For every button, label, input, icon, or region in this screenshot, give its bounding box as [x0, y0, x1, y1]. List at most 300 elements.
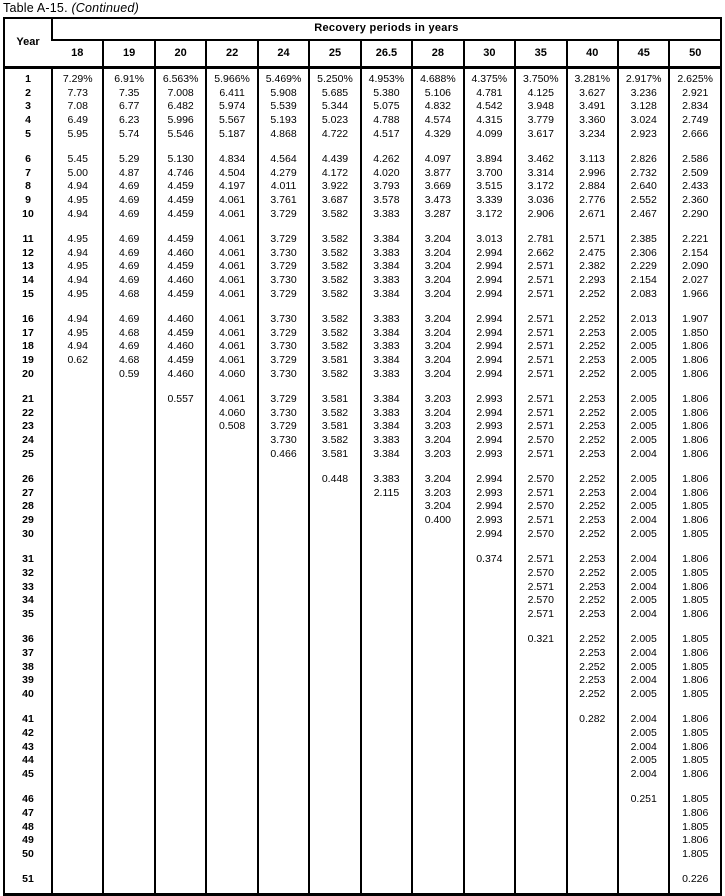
percentage-cell: 3.581	[309, 393, 360, 407]
spacer-cell	[155, 542, 206, 554]
percentage-cell: 4.459	[155, 194, 206, 208]
spacer-cell	[412, 622, 463, 634]
percentage-cell: 1.806	[669, 473, 721, 487]
percentage-cell: 3.113	[567, 153, 618, 167]
group-spacer-row	[4, 887, 721, 895]
spacer-cell	[155, 382, 206, 394]
year-label: 41	[22, 713, 34, 726]
percentage-cell: 2.004	[618, 741, 669, 755]
spacer-cell	[618, 622, 669, 634]
year-label: 19	[22, 354, 34, 367]
spacer-cell	[155, 302, 206, 314]
percentage-cell: 2.005	[618, 727, 669, 741]
percentage-cell	[206, 688, 257, 702]
percentage-cell: 1.806	[669, 420, 721, 434]
percentage-cell: 4.060	[206, 368, 257, 382]
percentage-cell: 2.571	[515, 514, 566, 528]
percentage-cell	[309, 528, 360, 542]
percentage-cell	[258, 514, 309, 528]
percentage-cell: 4.061	[206, 327, 257, 341]
percentage-cell: 4.746	[155, 167, 206, 181]
percentage-cell	[206, 821, 257, 835]
percentage-cell: 1.805	[669, 528, 721, 542]
percentage-cell: 4.94	[52, 340, 103, 354]
table-row-year-29	[4, 514, 721, 528]
percentage-cell: 3.948	[515, 100, 566, 114]
percentage-cell: 4.69	[103, 274, 154, 288]
percentage-cell: 2.004	[618, 553, 669, 567]
percentage-cell: 2.993	[464, 487, 515, 501]
spacer-cell	[412, 862, 463, 874]
table-row-year-42	[4, 727, 721, 741]
group-spacer-row	[4, 222, 721, 234]
percentage-cell: 2.005	[618, 500, 669, 514]
percentage-cell: 4.061	[206, 260, 257, 274]
percentage-cell	[155, 594, 206, 608]
percentage-cell	[567, 848, 618, 862]
percentage-cell: 2.570	[515, 594, 566, 608]
percentage-cell: 1.805	[669, 688, 721, 702]
percentage-cell	[309, 514, 360, 528]
percentage-cell: 3.204	[412, 368, 463, 382]
spacer-cell	[567, 862, 618, 874]
percentage-cell: 4.94	[52, 247, 103, 261]
percentage-cell: 2.253	[567, 393, 618, 407]
percentage-cell	[155, 834, 206, 848]
group-spacer-row	[4, 622, 721, 634]
percentage-cell: 1.806	[669, 407, 721, 421]
percentage-cell: 6.91%	[103, 68, 154, 87]
percentage-cell: 2.253	[567, 581, 618, 595]
percentage-cell	[515, 768, 566, 782]
percentage-cell	[206, 514, 257, 528]
spacer-cell	[361, 302, 412, 314]
spacer-cell	[618, 862, 669, 874]
percentage-cell: 3.383	[361, 208, 412, 222]
percentage-cell: 4.061	[206, 274, 257, 288]
spacer-cell	[206, 462, 257, 474]
percentage-cell: 4.439	[309, 153, 360, 167]
spacer-cell	[515, 462, 566, 474]
percentage-cell	[258, 473, 309, 487]
percentage-cell: 2.005	[618, 420, 669, 434]
percentage-cell: 4.460	[155, 340, 206, 354]
percentage-cell: 2.994	[464, 500, 515, 514]
percentage-cell: 3.384	[361, 233, 412, 247]
percentage-cell	[361, 821, 412, 835]
percentage-cell: 2.552	[618, 194, 669, 208]
percentage-cell: 4.061	[206, 313, 257, 327]
spacer-cell	[464, 542, 515, 554]
spacer-cell	[567, 142, 618, 154]
percentage-cell	[52, 567, 103, 581]
percentage-cell: 3.203	[412, 420, 463, 434]
spacer-cell	[618, 542, 669, 554]
spacer-cell	[618, 702, 669, 714]
percentage-cell	[361, 553, 412, 567]
percentage-cell: 3.894	[464, 153, 515, 167]
spacer-cell	[669, 622, 721, 634]
percentage-cell: 1.806	[669, 834, 721, 848]
percentage-cell: 4.574	[412, 114, 463, 128]
spacer-cell	[206, 382, 257, 394]
percentage-cell: 4.197	[206, 180, 257, 194]
percentage-cell: 2.253	[567, 514, 618, 528]
percentage-cell	[155, 407, 206, 421]
percentage-cell: 3.730	[258, 274, 309, 288]
percentage-cell: 2.662	[515, 247, 566, 261]
percentage-cell	[155, 754, 206, 768]
percentage-cell: 3.287	[412, 208, 463, 222]
percentage-cell: 2.571	[515, 260, 566, 274]
percentage-cell: 3.384	[361, 260, 412, 274]
percentage-cell: 4.94	[52, 208, 103, 222]
percentage-cell: 1.806	[669, 553, 721, 567]
percentage-cell: 2.571	[515, 327, 566, 341]
percentage-cell: 4.459	[155, 180, 206, 194]
spacer-cell	[309, 382, 360, 394]
percentage-cell	[361, 500, 412, 514]
spacer-cell	[515, 782, 566, 794]
spacer-cell	[515, 382, 566, 394]
spacer-cell	[515, 887, 566, 895]
group-spacer-row	[4, 782, 721, 794]
percentage-cell	[103, 807, 154, 821]
table-row-year-13	[4, 260, 721, 274]
percentage-cell: 4.061	[206, 288, 257, 302]
percentage-cell	[258, 873, 309, 887]
spacer-cell	[412, 222, 463, 234]
table-row-year-19	[4, 354, 721, 368]
spacer-cell	[669, 302, 721, 314]
year-label: 35	[22, 607, 34, 620]
percentage-cell: 2.004	[618, 674, 669, 688]
percentage-cell: 5.187	[206, 128, 257, 142]
percentage-cell: 5.685	[309, 87, 360, 101]
spacer-cell	[412, 702, 463, 714]
spacer-cell	[206, 302, 257, 314]
percentage-cell	[52, 368, 103, 382]
percentage-cell: 4.68	[103, 354, 154, 368]
percentage-cell: 0.448	[309, 473, 360, 487]
percentage-cell	[618, 848, 669, 862]
recovery-periods-header: Recovery periods in years	[52, 18, 721, 40]
table-row-year-23	[4, 420, 721, 434]
percentage-cell: 2.571	[515, 393, 566, 407]
percentage-cell: 3.491	[567, 100, 618, 114]
percentage-cell: 2.571	[515, 553, 566, 567]
percentage-cell: 1.805	[669, 848, 721, 862]
column-header-22: 22	[206, 40, 257, 68]
percentage-cell: 3.384	[361, 420, 412, 434]
year-label: 26	[22, 473, 34, 486]
percentage-cell: 2.994	[464, 354, 515, 368]
spacer-cell	[567, 782, 618, 794]
year-label: 38	[22, 660, 34, 673]
percentage-cell: 1.806	[669, 448, 721, 462]
spacer-cell	[669, 382, 721, 394]
percentage-cell: 5.469%	[258, 68, 309, 87]
percentage-cell	[515, 713, 566, 727]
percentage-cell	[52, 873, 103, 887]
percentage-cell: 1.806	[669, 340, 721, 354]
percentage-cell	[515, 821, 566, 835]
percentage-cell: 2.640	[618, 180, 669, 194]
spacer-cell	[206, 622, 257, 634]
percentage-cell: 1.806	[669, 741, 721, 755]
table-row-year-41	[4, 713, 721, 727]
spacer-cell	[258, 887, 309, 895]
spacer-cell	[103, 222, 154, 234]
spacer-cell	[361, 782, 412, 794]
table-row-year-35	[4, 608, 721, 622]
percentage-cell: 3.729	[258, 354, 309, 368]
percentage-cell: 2.570	[515, 473, 566, 487]
percentage-cell: 1.806	[669, 393, 721, 407]
percentage-cell	[309, 608, 360, 622]
percentage-cell: 4.722	[309, 128, 360, 142]
percentage-cell: 5.95	[52, 128, 103, 142]
percentage-cell: 1.805	[669, 754, 721, 768]
percentage-cell: 1.805	[669, 727, 721, 741]
percentage-cell	[464, 608, 515, 622]
year-label: 31	[22, 553, 34, 566]
percentage-cell	[52, 528, 103, 542]
percentage-cell	[258, 647, 309, 661]
percentage-cell: 5.106	[412, 87, 463, 101]
percentage-cell: 1.806	[669, 368, 721, 382]
percentage-cell: 2.252	[567, 500, 618, 514]
percentage-cell: 6.49	[52, 114, 103, 128]
percentage-cell: 0.508	[206, 420, 257, 434]
spacer-cell	[206, 142, 257, 154]
percentage-cell	[567, 727, 618, 741]
percentage-cell: 4.834	[206, 153, 257, 167]
spacer-cell	[103, 302, 154, 314]
table-row-year-28	[4, 500, 721, 514]
column-header-45: 45	[618, 40, 669, 68]
percentage-cell: 5.966%	[206, 68, 257, 87]
percentage-cell: 2.571	[515, 274, 566, 288]
percentage-cell	[206, 713, 257, 727]
year-label: 45	[22, 767, 34, 780]
percentage-cell: 2.570	[515, 434, 566, 448]
percentage-cell: 3.204	[412, 288, 463, 302]
percentage-cell	[52, 768, 103, 782]
percentage-cell	[309, 688, 360, 702]
percentage-cell	[567, 768, 618, 782]
percentage-cell: 0.374	[464, 553, 515, 567]
spacer-cell	[103, 862, 154, 874]
percentage-cell: 3.729	[258, 260, 309, 274]
percentage-cell	[258, 807, 309, 821]
percentage-cell: 2.781	[515, 233, 566, 247]
percentage-cell: 5.996	[155, 114, 206, 128]
percentage-cell: 1.805	[669, 793, 721, 807]
percentage-cell: 4.832	[412, 100, 463, 114]
percentage-cell	[618, 834, 669, 848]
percentage-cell: 3.204	[412, 313, 463, 327]
spacer-cell	[361, 887, 412, 895]
percentage-cell: 2.005	[618, 434, 669, 448]
percentage-cell	[309, 500, 360, 514]
percentage-cell: 4.460	[155, 368, 206, 382]
percentage-cell: 2.252	[567, 368, 618, 382]
percentage-cell	[52, 661, 103, 675]
percentage-cell	[258, 553, 309, 567]
column-header-25: 25	[309, 40, 360, 68]
spacer-cell	[567, 887, 618, 895]
percentage-cell: 1.966	[669, 288, 721, 302]
spacer-cell	[361, 702, 412, 714]
percentage-cell	[258, 500, 309, 514]
percentage-cell	[309, 581, 360, 595]
percentage-cell	[52, 688, 103, 702]
percentage-cell: 4.788	[361, 114, 412, 128]
year-label: 51	[22, 873, 34, 886]
spacer-cell	[206, 782, 257, 794]
percentage-cell: 3.578	[361, 194, 412, 208]
spacer-cell	[206, 862, 257, 874]
percentage-cell	[52, 581, 103, 595]
percentage-cell: 3.203	[412, 487, 463, 501]
percentage-cell: 4.69	[103, 208, 154, 222]
percentage-cell	[206, 434, 257, 448]
spacer-cell	[618, 302, 669, 314]
percentage-cell: 2.625%	[669, 68, 721, 87]
percentage-cell: 4.329	[412, 128, 463, 142]
percentage-cell	[206, 741, 257, 755]
percentage-cell: 7.29%	[52, 68, 103, 87]
spacer-cell	[309, 222, 360, 234]
percentage-cell	[464, 567, 515, 581]
percentage-cell	[103, 688, 154, 702]
percentage-cell: 0.251	[618, 793, 669, 807]
percentage-cell: 3.729	[258, 393, 309, 407]
percentage-cell	[155, 528, 206, 542]
table-row-year-17	[4, 327, 721, 341]
percentage-cell	[52, 674, 103, 688]
year-label: 50	[22, 847, 34, 860]
spacer-cell	[309, 142, 360, 154]
spacer-cell	[258, 702, 309, 714]
percentage-cell: 2.666	[669, 128, 721, 142]
table-row-year-20	[4, 368, 721, 382]
percentage-cell: 1.806	[669, 807, 721, 821]
percentage-cell: 2.221	[669, 233, 721, 247]
percentage-cell: 2.253	[567, 420, 618, 434]
percentage-cell: 2.252	[567, 407, 618, 421]
table-row-year-10	[4, 208, 721, 222]
year-label: 15	[22, 287, 34, 300]
percentage-cell: 4.460	[155, 274, 206, 288]
spacer-cell	[618, 887, 669, 895]
spacer-cell	[567, 222, 618, 234]
depreciation-rate-table	[3, 17, 722, 896]
percentage-cell: 3.204	[412, 274, 463, 288]
percentage-cell: 2.290	[669, 208, 721, 222]
percentage-cell: 3.581	[309, 420, 360, 434]
percentage-cell: 2.252	[567, 633, 618, 647]
percentage-cell	[412, 553, 463, 567]
percentage-cell: 3.234	[567, 128, 618, 142]
percentage-cell: 3.669	[412, 180, 463, 194]
spacer-cell	[309, 462, 360, 474]
percentage-cell: 2.252	[567, 594, 618, 608]
percentage-cell	[412, 807, 463, 821]
percentage-cell: 3.384	[361, 393, 412, 407]
table-row-year-5	[4, 128, 721, 142]
percentage-cell	[361, 713, 412, 727]
percentage-cell	[52, 487, 103, 501]
percentage-cell: 2.570	[515, 500, 566, 514]
percentage-cell: 2.252	[567, 473, 618, 487]
year-label: 30	[22, 527, 34, 540]
percentage-cell: 3.793	[361, 180, 412, 194]
percentage-cell	[361, 567, 412, 581]
spacer-cell	[618, 462, 669, 474]
percentage-cell	[103, 608, 154, 622]
table-row-year-7	[4, 167, 721, 181]
percentage-cell: 5.908	[258, 87, 309, 101]
percentage-cell	[155, 473, 206, 487]
percentage-cell: 6.563%	[155, 68, 206, 87]
spacer-cell	[103, 702, 154, 714]
percentage-cell	[567, 873, 618, 887]
percentage-cell	[464, 633, 515, 647]
percentage-cell	[103, 581, 154, 595]
percentage-cell: 2.005	[618, 661, 669, 675]
year-label: 21	[22, 393, 34, 406]
percentage-cell	[309, 741, 360, 755]
percentage-cell: 4.868	[258, 128, 309, 142]
year-label: 27	[22, 486, 34, 499]
percentage-cell	[361, 608, 412, 622]
percentage-cell: 3.729	[258, 208, 309, 222]
percentage-cell	[361, 661, 412, 675]
spacer-cell	[669, 142, 721, 154]
spacer-cell	[361, 622, 412, 634]
spacer-cell	[567, 462, 618, 474]
percentage-cell: 2.005	[618, 340, 669, 354]
group-spacer-row	[4, 862, 721, 874]
spacer-cell	[52, 382, 103, 394]
spacer-cell	[52, 302, 103, 314]
percentage-cell	[103, 528, 154, 542]
percentage-cell	[52, 848, 103, 862]
percentage-cell	[567, 834, 618, 848]
percentage-cell	[464, 581, 515, 595]
year-label: 48	[22, 820, 34, 833]
percentage-cell	[155, 514, 206, 528]
percentage-cell: 2.826	[618, 153, 669, 167]
spacer-cell	[4, 622, 52, 634]
spacer-cell	[567, 622, 618, 634]
percentage-cell	[515, 727, 566, 741]
percentage-cell: 4.517	[361, 128, 412, 142]
percentage-cell	[52, 713, 103, 727]
percentage-cell	[258, 793, 309, 807]
column-header-20: 20	[155, 40, 206, 68]
percentage-cell	[103, 873, 154, 887]
group-spacer-row	[4, 142, 721, 154]
percentage-cell: 2.253	[567, 674, 618, 688]
year-label: 6	[25, 153, 31, 166]
percentage-cell	[464, 754, 515, 768]
table-row-year-37	[4, 647, 721, 661]
spacer-cell	[52, 702, 103, 714]
percentage-cell	[103, 661, 154, 675]
